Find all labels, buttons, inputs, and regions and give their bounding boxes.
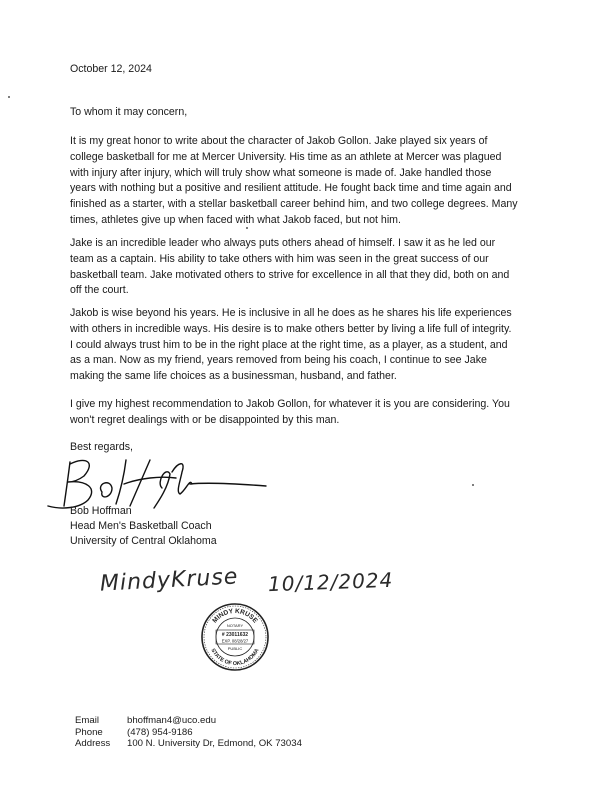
closing: Best regards, [70, 441, 134, 453]
paragraph-line: Jakob is wise beyond his years. He is inclusive in all he does as he shares his life experiences [70, 307, 512, 319]
seal-state: STATE OF OKLAHOMA [209, 647, 261, 668]
salutation: To whom it may concern, [70, 106, 188, 118]
paragraph-line: finished as a starter, with a stellar basketball career behind him, and two college degrees. Many [70, 198, 518, 211]
email-value[interactable]: bhoffman4@uco.edu [127, 715, 217, 726]
scan-speck [472, 484, 474, 486]
seal-expiration: EXP. 08/28/27 [221, 638, 249, 644]
notary-seal-icon [200, 602, 270, 672]
paragraph-line: basketball team. Jake motivated others to strive for excellence in all that they did, both on and [70, 268, 510, 281]
email-label: Email [75, 715, 99, 726]
paragraph-line: I give my highest recommendation to Jakob Gollon, for whatever it is you are considering. You [70, 398, 510, 410]
paragraph-line: making the same life choices as a businessman, husband, and father. [70, 370, 397, 383]
seal-role-bottom: PUBLIC [227, 646, 243, 651]
notary-seal [200, 602, 270, 672]
paragraph-line: team as a captain. His ability to take others with him was seen in the great success of our [70, 252, 489, 265]
phone-value: (478) 954-9186 [127, 726, 193, 738]
paragraph-line: It is my great honor to write about the character of Jakob Gollon. Jake played six years of [70, 135, 488, 147]
paragraph-line: as a man. Now as my friend, years removed from being his coach, I continue to see Jake [70, 354, 487, 367]
seal-name: MINDY KRUSE [211, 607, 259, 625]
address-value: 100 N. University Dr, Edmond, OK 73034 [127, 738, 302, 749]
notary-handwritten-date: 10/12/2024 [267, 567, 394, 597]
paragraph-2 [70, 236, 550, 299]
paragraph-1 [70, 134, 550, 229]
paragraph-line: years with nothing but a positive and resilient attitude. He fought back time and time again and [70, 182, 512, 195]
letter-date: October 12, 2024 [70, 63, 152, 75]
scan-speck [8, 96, 10, 98]
seal-role-top: NOTARY [226, 623, 244, 628]
paragraph-line: won't regret dealings with or be disappointed by this man. [70, 413, 340, 426]
paragraph-line: college basketball for me at Mercer University. His time as an athlete at Mercer was plagued [70, 150, 502, 163]
address-label: Address [75, 738, 111, 749]
scan-speck [246, 227, 248, 229]
paragraph-line: times, athletes give up when faced with what Jakob faced, but not him. [70, 213, 401, 226]
contact-footer [75, 715, 302, 750]
paragraph-3 [70, 306, 550, 385]
seal-number: # 23011632 [221, 632, 249, 638]
phone-label: Phone [75, 726, 103, 738]
signer-title: Head Men's Basketball Coach [70, 520, 212, 532]
paragraph-line: I could always trust him to be in the right place at the right time, as a player, as a student, and [70, 338, 508, 351]
contact-address-row [75, 738, 302, 750]
notary-handwritten-name: MindyKruse [99, 564, 239, 597]
signer-name: Bob Hoffman [70, 505, 132, 517]
contact-phone-row [75, 727, 302, 739]
contact-email-row [75, 715, 302, 727]
paragraph-4 [70, 397, 550, 429]
paragraph-line: off the court. [70, 284, 129, 297]
signer-organization: University of Central Oklahoma [70, 535, 217, 547]
paragraph-line: with injury after injury, which will truly show what someone is made of. Jake handled those [70, 166, 492, 179]
paragraph-line: with others in incredible ways. His desire is to make others better by living a life full of integrity. [70, 322, 512, 335]
paragraph-line: Jake is an incredible leader who always puts others ahead of himself. I saw it as he led our [70, 237, 496, 249]
